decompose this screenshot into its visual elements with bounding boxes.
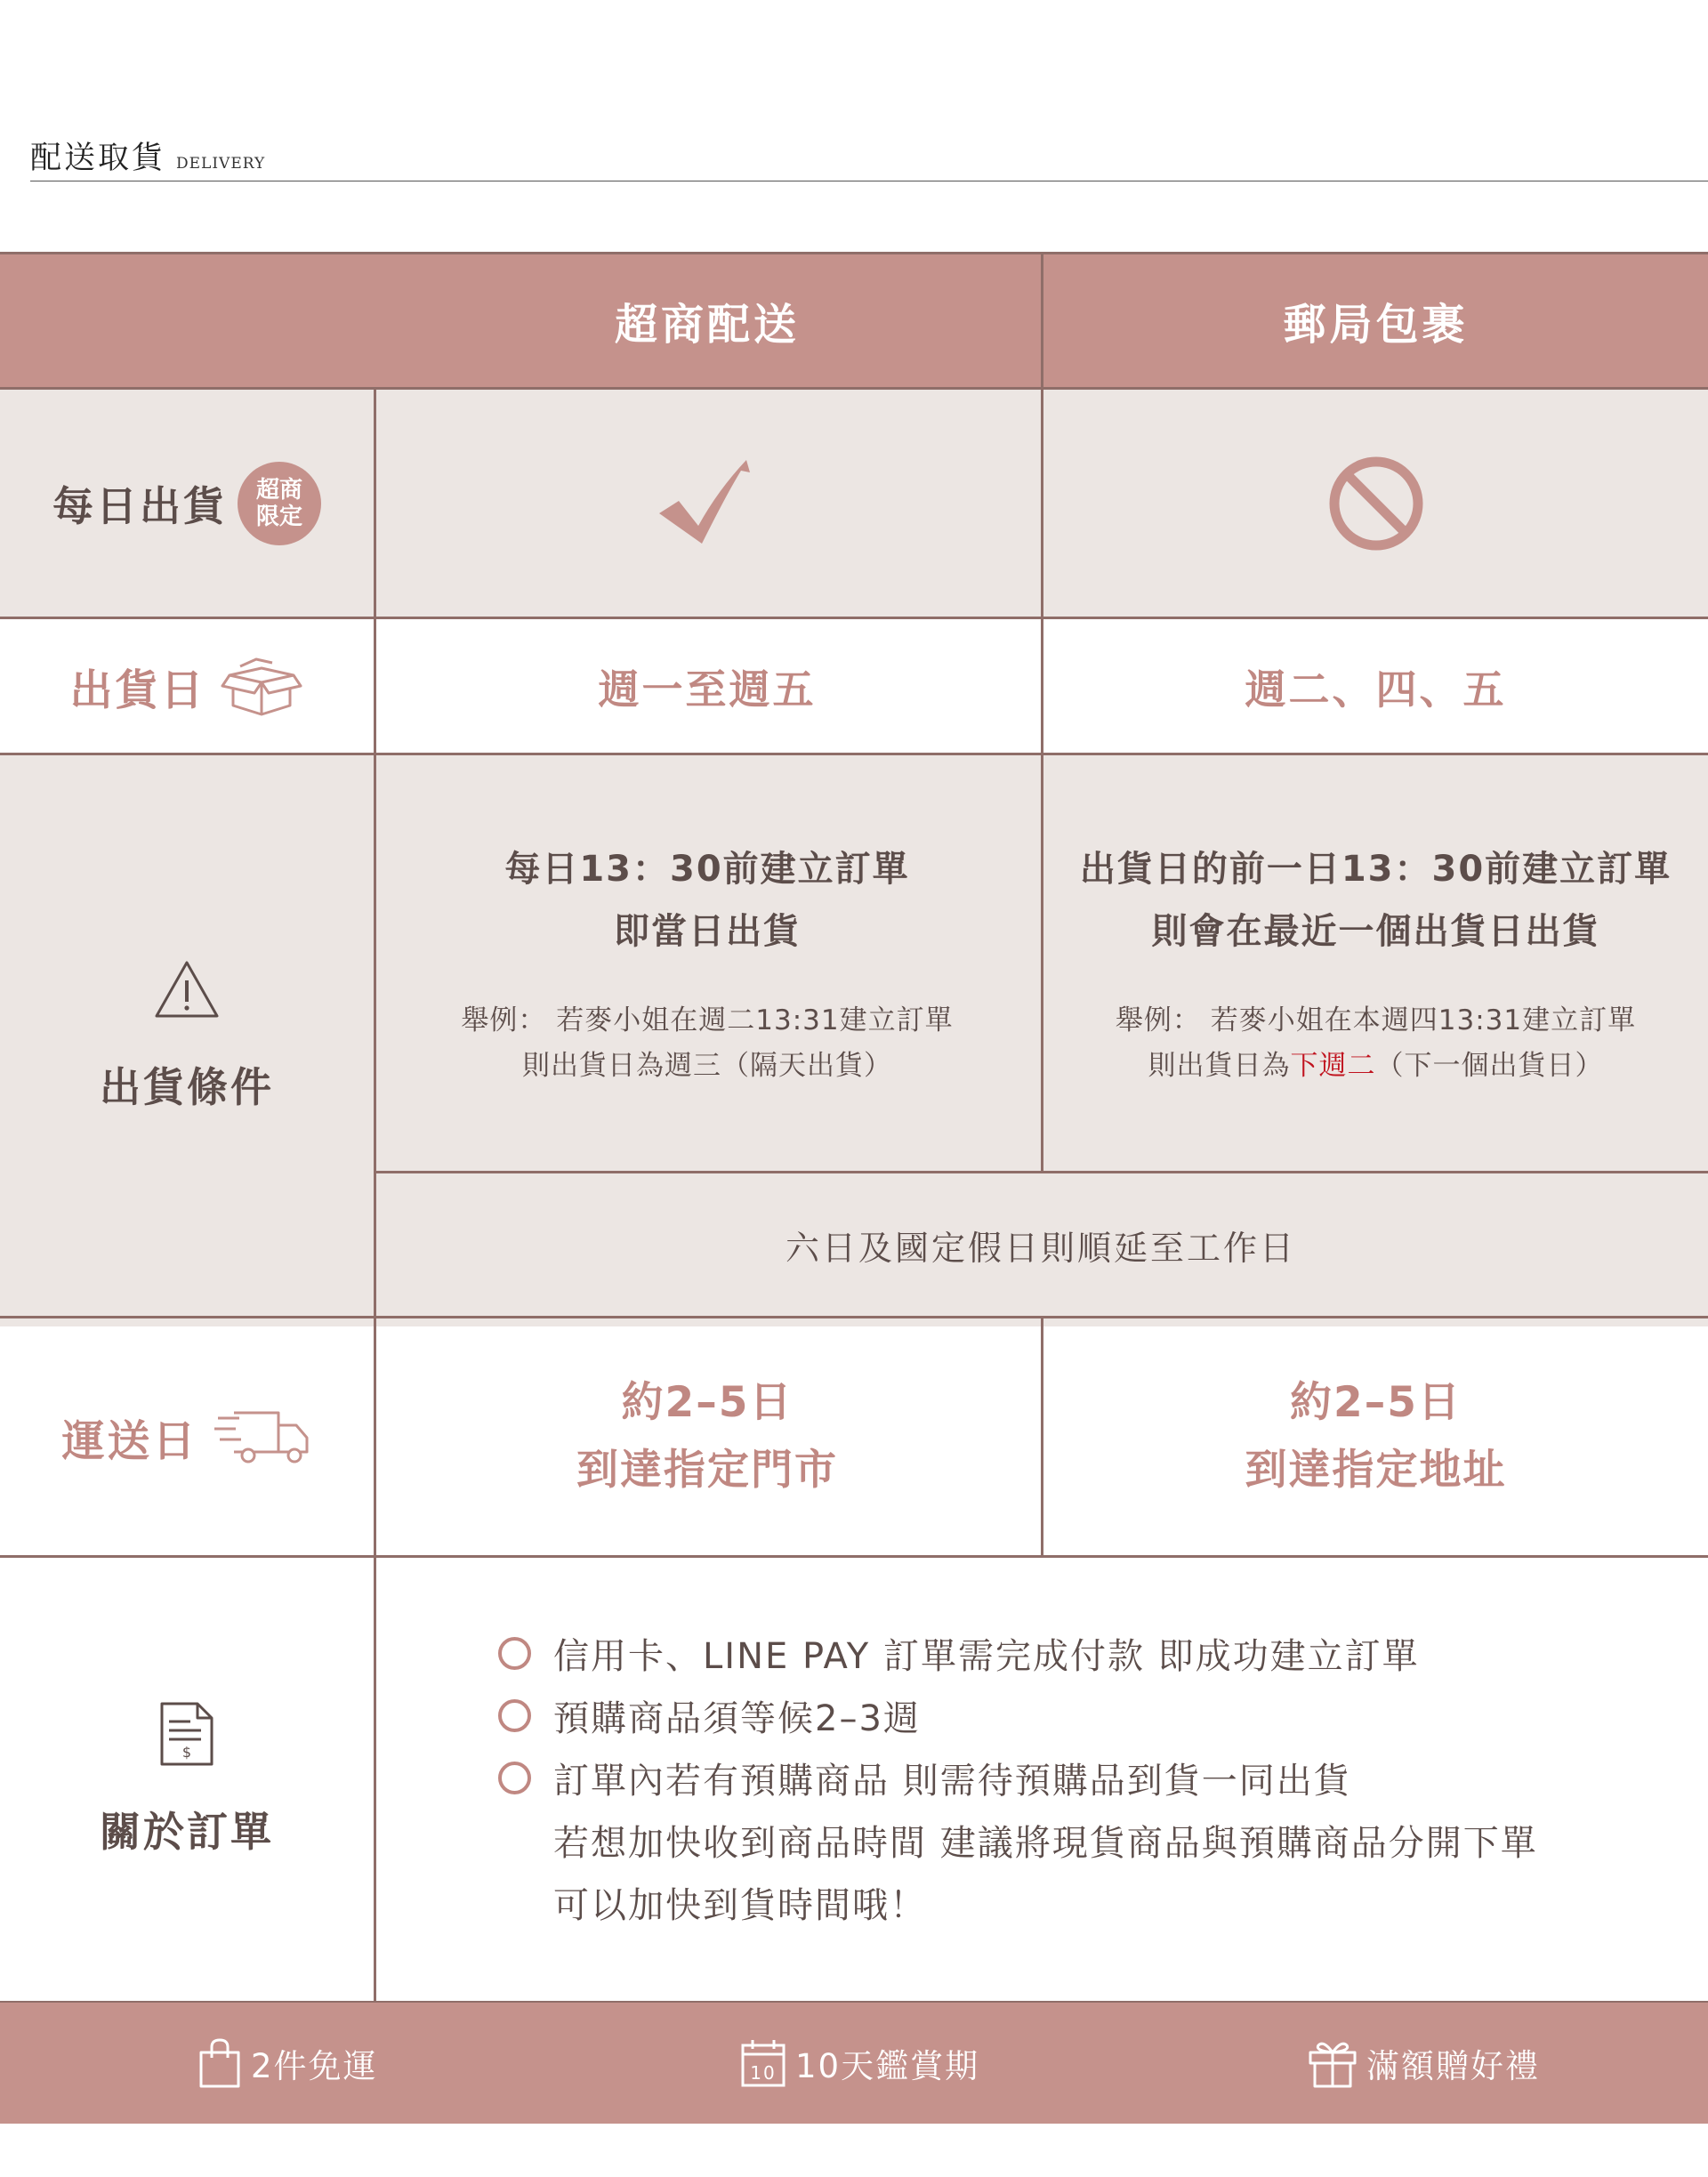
- order-note-3: 訂單內若有預購商品 則需待預購品到貨一同出貨: [553, 1760, 1351, 1802]
- prohibited-icon: [1327, 455, 1425, 552]
- conditions-store-example2: 則出貨日為週三（隔天出貨）: [521, 1050, 892, 1082]
- order-note-extra-1: 若想加快收到商品時間 建議將現貨商品與預購商品分開下單: [553, 1822, 1538, 1864]
- delivery-post-line2: 到達指定地址: [1245, 1446, 1507, 1495]
- svg-text:$: $: [181, 1744, 192, 1761]
- conditions-post-example: [1116, 998, 1636, 1089]
- circle-bullet-icon: [498, 1699, 531, 1732]
- store-only-badge: [238, 462, 321, 545]
- conditions-store-example1: 舉例： 若麥小姐在週二13:31建立訂單: [461, 1004, 954, 1036]
- benefit-appreciation-label: 10天鑑賞期: [795, 2047, 980, 2085]
- benefit-gift-label: 滿額贈好禮: [1366, 2047, 1540, 2085]
- delivery-store-line2: 到達指定門市: [576, 1446, 838, 1495]
- row-label-delivery-text: 運送日: [61, 1415, 198, 1466]
- row-label-daily: [0, 389, 374, 618]
- section-title: [30, 133, 265, 178]
- truck-icon: [214, 1407, 312, 1466]
- conditions-post-example1: 舉例： 若麥小姐在本週四13:31建立訂單: [1115, 1004, 1637, 1036]
- benefit-appreciation-period: [740, 2003, 979, 2124]
- column-header-post: 郵局包裹: [1283, 299, 1469, 350]
- column-header-store: 超商配送: [614, 299, 800, 350]
- benefit-free-shipping-label: 2件免運: [251, 2047, 378, 2085]
- example2-highlight: 下週二: [1290, 1050, 1376, 1082]
- check-icon: [654, 455, 761, 552]
- example2-suffix: （下一個出貨日）: [1375, 1050, 1604, 1082]
- order-note-2: 預購商品須等候2–3週: [553, 1697, 921, 1739]
- row-label-daily-text: 每日出貨: [52, 482, 227, 530]
- daily-store-cell: [374, 389, 1041, 618]
- order-note-extra-2: 可以加快到貨時間哦！: [553, 1884, 927, 1926]
- gift-icon: [1308, 2038, 1358, 2088]
- conditions-post-example2: [1116, 1044, 1636, 1089]
- circle-bullet-icon: [498, 1762, 531, 1794]
- conditions-post-cell: [1043, 754, 1708, 1173]
- badge-line-2: 限定: [255, 504, 302, 530]
- circle-bullet-icon: [498, 1637, 531, 1670]
- shipday-store: 週一至週五: [598, 665, 817, 714]
- order-note-1: 信用卡、LINE PAY 訂單需完成付款 即成功建立訂單: [553, 1635, 1420, 1677]
- row-label-order: [0, 1558, 374, 2001]
- row-label-order-text: 關於訂單: [100, 1808, 274, 1856]
- daily-post-cell: [1043, 389, 1708, 618]
- delivery-store-line1: 約2–5日: [621, 1378, 794, 1427]
- conditions-post-line1: 出貨日的前一日13：30前建立訂單: [1079, 849, 1672, 890]
- section-title-text: 配送取貨: [30, 141, 166, 176]
- row-label-conditions: [0, 754, 374, 1318]
- box-icon: [219, 656, 304, 718]
- shipday-post: 週二、四、五: [1245, 665, 1507, 714]
- conditions-store-line2: 即當日出貨: [614, 911, 801, 952]
- badge-line-1: 超商: [255, 477, 302, 504]
- row-label-shipday: [0, 618, 374, 754]
- shopping-bag-icon: [197, 2038, 242, 2088]
- row-label-shipday-text: 出貨日: [69, 665, 206, 715]
- calendar-icon-number: 10: [750, 2062, 777, 2084]
- example2-prefix: 則出貨日為: [1148, 1050, 1291, 1082]
- conditions-note: 六日及國定假日則順延至工作日: [785, 1228, 1296, 1268]
- delivery-post-line1: 約2–5日: [1290, 1378, 1462, 1427]
- benefit-gift: [1308, 2003, 1540, 2124]
- section-subtitle: DELIVERY: [176, 155, 266, 173]
- conditions-store-line1: 每日13：30前建立訂單: [504, 849, 910, 890]
- row-label-conditions-text: 出貨條件: [100, 1062, 274, 1111]
- delivery-post-cell: [1043, 1318, 1708, 1555]
- invoice-icon: [158, 1700, 215, 1768]
- delivery-store-cell: [374, 1318, 1041, 1555]
- calendar-icon: [740, 2038, 786, 2088]
- warning-icon: [153, 959, 221, 1020]
- benefits-footer: [0, 2003, 1708, 2124]
- conditions-store-example: [461, 998, 953, 1089]
- conditions-post-line2: 則會在最近一個出貨日出貨: [1151, 911, 1600, 952]
- benefit-free-shipping: [197, 2003, 378, 2124]
- row-label-delivery: [0, 1318, 374, 1555]
- conditions-store-cell: [374, 754, 1041, 1173]
